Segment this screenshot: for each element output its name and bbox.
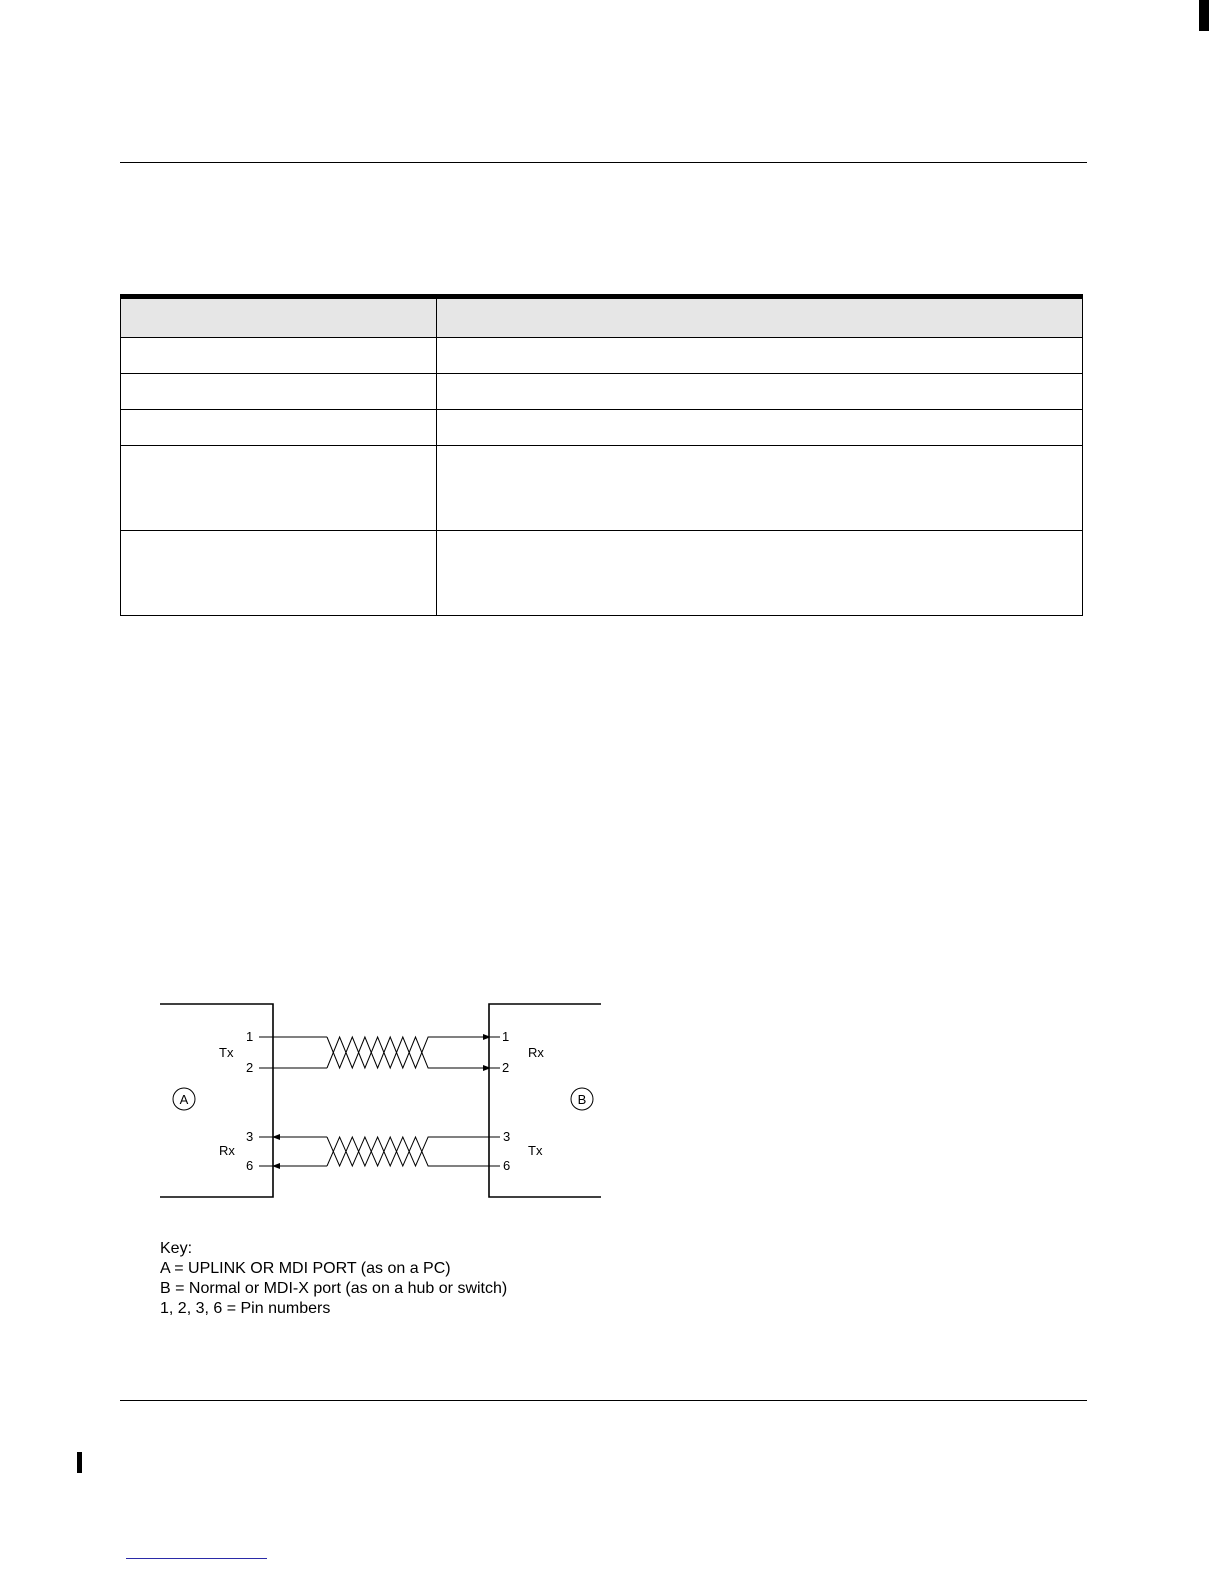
lower-twisted-pair bbox=[259, 1137, 500, 1166]
table-row bbox=[121, 410, 1083, 446]
key-title: Key: bbox=[160, 1240, 193, 1257]
table-row bbox=[121, 531, 1083, 616]
pin-number: 6 bbox=[503, 1158, 511, 1173]
upper-twisted-pair bbox=[259, 1037, 500, 1068]
port-a-rx-label: Rx bbox=[219, 1143, 235, 1158]
key-line-b: B = Normal or MDI-X port (as on a hub or switch) bbox=[160, 1280, 508, 1297]
pin-number: 3 bbox=[503, 1129, 511, 1144]
table-header-row bbox=[121, 297, 1083, 338]
crossover-cable-diagram bbox=[150, 995, 610, 1210]
pin-number: 2 bbox=[246, 1060, 254, 1075]
port-b-label: B bbox=[577, 1092, 587, 1107]
port-b-tx-label: Tx bbox=[528, 1143, 543, 1158]
pin-number: 3 bbox=[246, 1129, 254, 1144]
table-header-cell bbox=[121, 297, 437, 338]
port-a-label: A bbox=[179, 1092, 189, 1107]
table-cell bbox=[437, 531, 1083, 616]
table-cell bbox=[121, 531, 437, 616]
corner-tab-mark bbox=[1199, 0, 1209, 31]
spec-table bbox=[120, 294, 1083, 616]
change-bar bbox=[77, 1452, 82, 1473]
key-line-a: A = UPLINK OR MDI PORT (as on a PC) bbox=[160, 1260, 451, 1277]
key-line-pins: 1, 2, 3, 6 = Pin numbers bbox=[160, 1300, 331, 1317]
pin-number: 1 bbox=[246, 1029, 254, 1044]
pin-number: 1 bbox=[502, 1029, 510, 1044]
header-rule bbox=[120, 162, 1087, 163]
table-row bbox=[121, 374, 1083, 410]
port-b-rx-label: Rx bbox=[528, 1045, 544, 1060]
table-header-cell bbox=[437, 297, 1083, 338]
port-a-tx-label: Tx bbox=[219, 1045, 234, 1060]
table-cell bbox=[121, 410, 437, 446]
table-cell bbox=[121, 338, 437, 374]
table-cell bbox=[121, 446, 437, 531]
diagram-key bbox=[160, 1239, 507, 1319]
table-cell bbox=[121, 374, 437, 410]
pin-number: 2 bbox=[502, 1060, 510, 1075]
port-a-box bbox=[160, 1004, 273, 1197]
table-row bbox=[121, 338, 1083, 374]
link-underline[interactable] bbox=[126, 1558, 267, 1559]
footer-rule bbox=[120, 1400, 1087, 1401]
table-cell bbox=[437, 446, 1083, 531]
table-row bbox=[121, 446, 1083, 531]
table-cell bbox=[437, 410, 1083, 446]
table-cell bbox=[437, 374, 1083, 410]
table-cell bbox=[437, 338, 1083, 374]
pin-number: 6 bbox=[246, 1158, 254, 1173]
